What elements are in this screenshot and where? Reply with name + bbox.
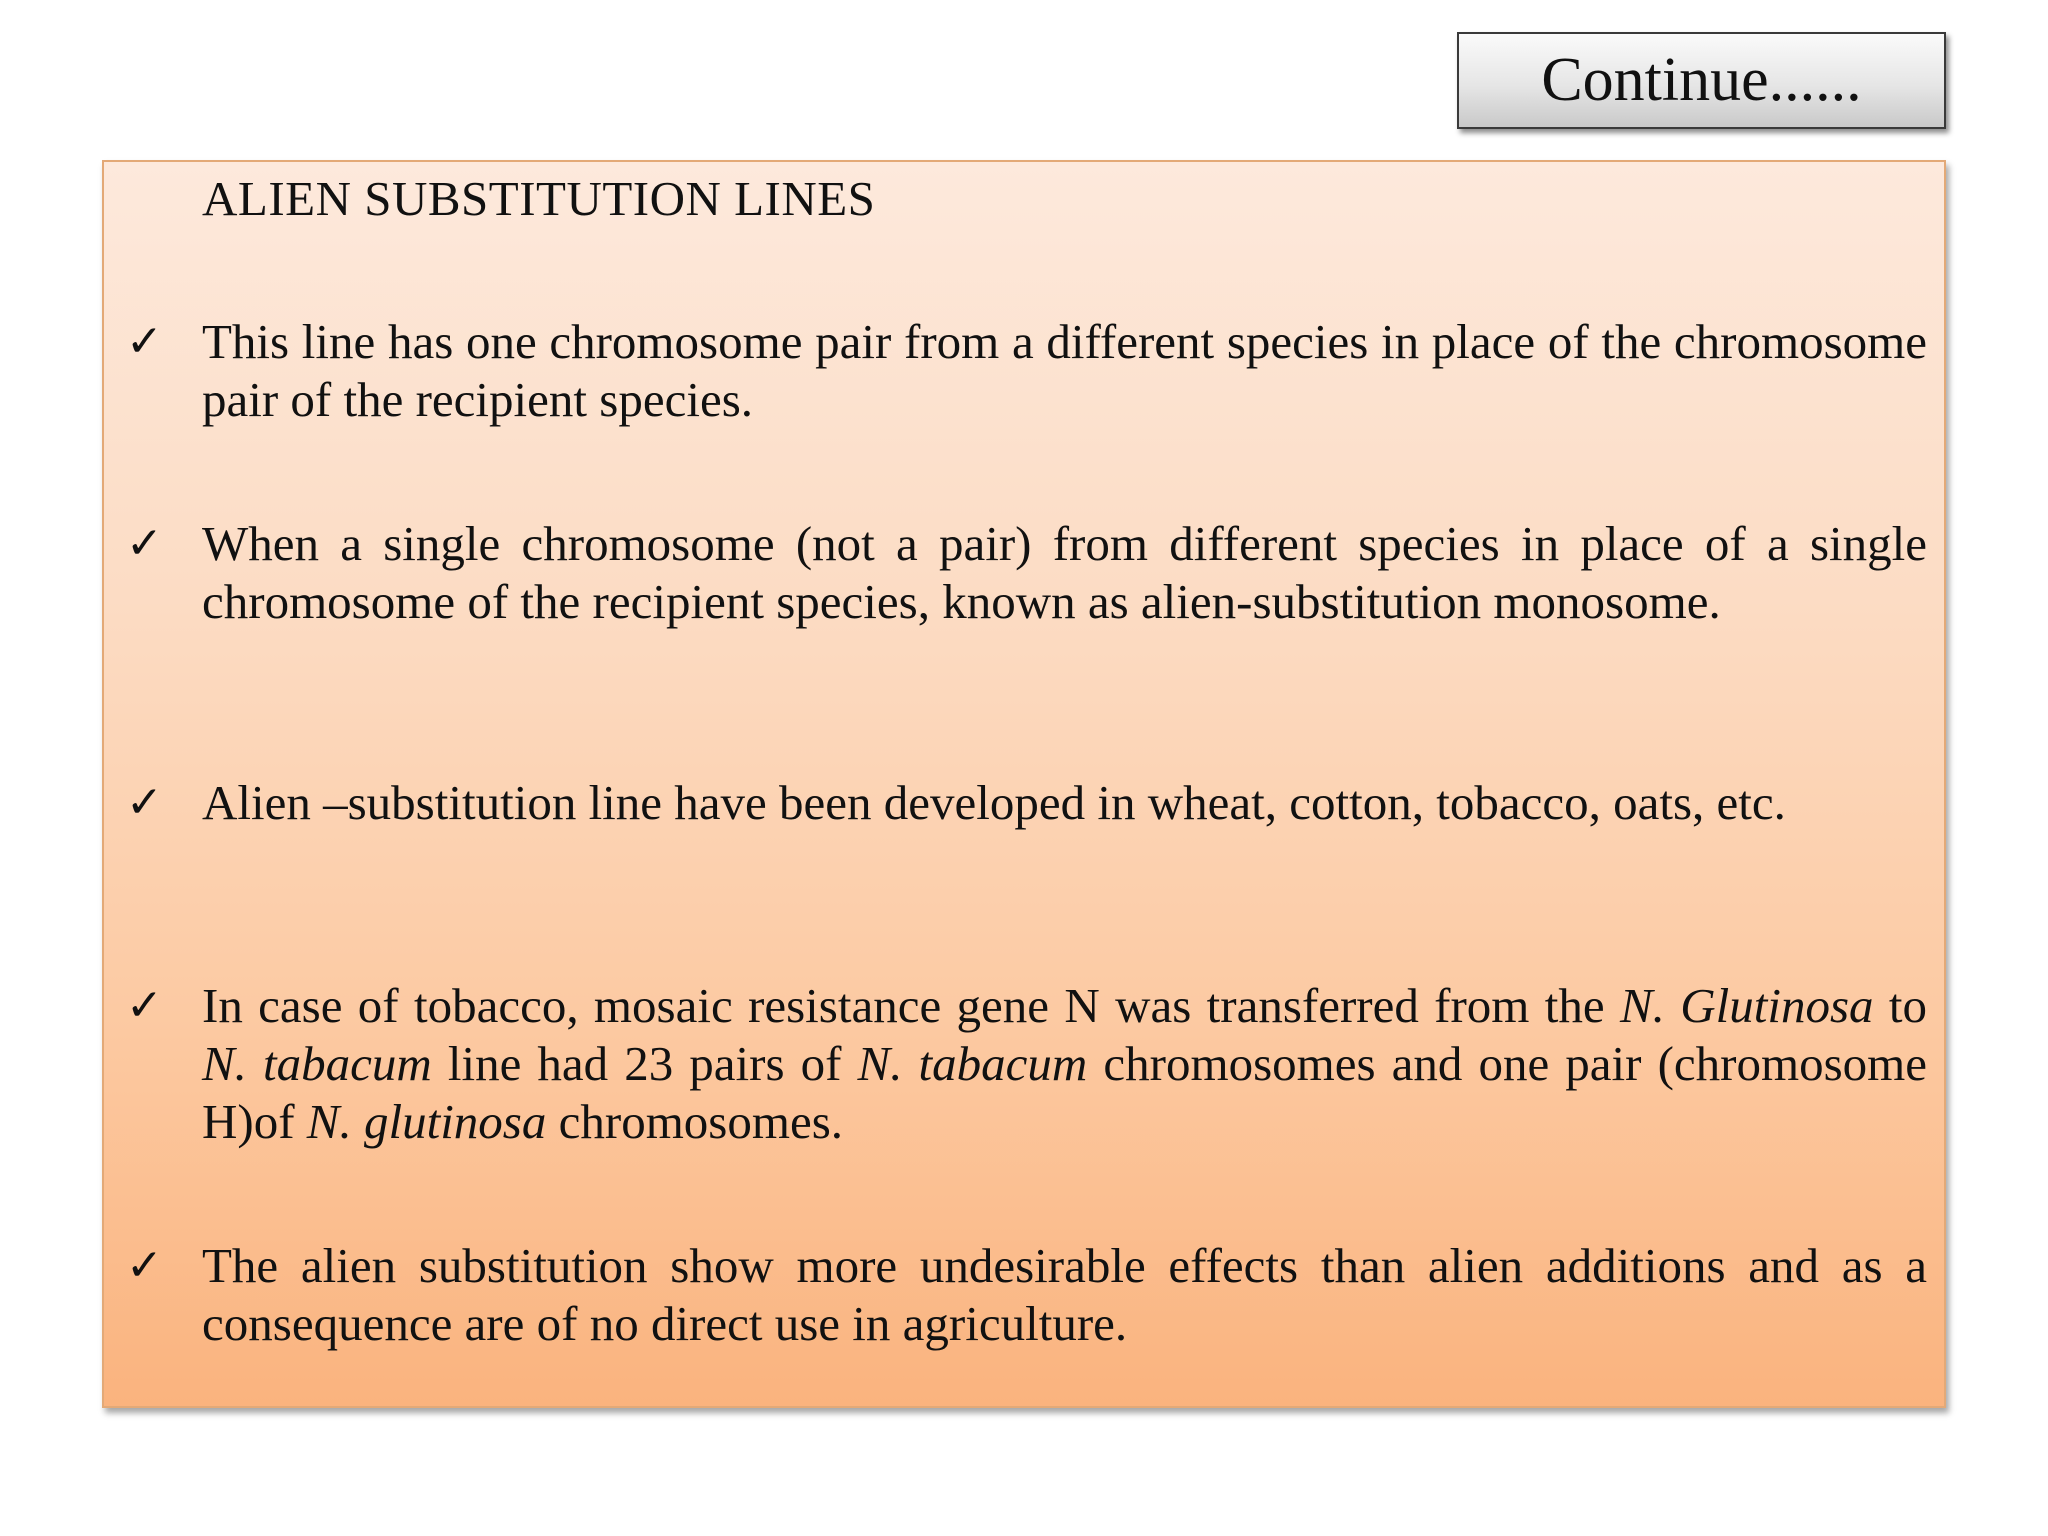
bullet-text [202,977,1927,1151]
bullet-text: The alien substitution show more undesirable effects than alien additions and as a consequence are of no direct use in agriculture. [202,1238,1927,1351]
continue-button[interactable] [1457,32,1946,129]
species-name: N. Glutinosa [1619,978,1874,1033]
check-mark-icon: ✓ [126,777,163,828]
slide-content-box [102,160,1946,1408]
check-mark-icon: ✓ [126,316,163,367]
species-name: N. tabacum [202,1036,432,1091]
text-run: chromosomes. [546,1094,844,1149]
bullet-text: This line has one chromosome pair from a different species in place of the chromosome pair of the recipient species. [202,314,1927,427]
check-mark-icon: ✓ [126,1240,163,1291]
check-mark-icon: ✓ [126,518,163,569]
text-run: chromosomes and one pair (chromosome H)of [202,1036,1927,1149]
text-run: line had 23 pairs of [431,1036,858,1091]
species-name: N. glutinosa [306,1094,547,1149]
continue-label: Continue...... [1541,46,1862,114]
check-mark-icon: ✓ [126,980,163,1031]
text-run: In case of tobacco, mosaic resistance gene N was transferred from the [202,978,1620,1033]
bullet-text: When a single chromosome (not a pair) from different species in place of a single chromosome of the recipient species, known as alien-substitution monosome. [202,516,1927,629]
bullet-text: Alien –substitution line have been developed in wheat, cotton, tobacco, oats, etc. [202,775,1786,830]
text-run: to [1873,978,1927,1033]
species-name: N. tabacum [857,1036,1088,1091]
slide-heading: ALIEN SUBSTITUTION LINES [202,171,876,226]
